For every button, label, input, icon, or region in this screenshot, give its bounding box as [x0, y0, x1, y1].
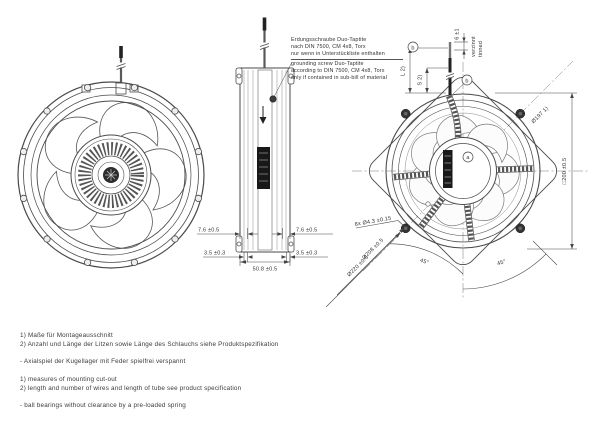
grounding-note-en-2: according to DIN 7500, CM 4x8, Torx: [291, 68, 385, 74]
grounding-note-de-1: Erdungsschraube Duo-Taptite: [291, 37, 367, 43]
grounding-note-de-2: nach DIN 7500, CM 4x8, Torx: [291, 44, 366, 50]
dim-bolt-circle: Ø208 ±0.5: [361, 237, 386, 262]
notes-english: [20, 375, 241, 410]
tinned-label-de: verzinnt: [471, 36, 477, 57]
note-de-1: 1) Maße für Montageausschnitt: [20, 332, 113, 339]
dim-square: □200 ±0.5: [562, 157, 568, 185]
rear-view-hub: [430, 138, 497, 205]
dim-angle-right: 45°: [496, 258, 507, 268]
balloon-b-fan-label: b: [465, 78, 469, 85]
dim-angle-left: 45°: [419, 257, 430, 267]
note-de-3: - Axialspiel der Kugellager mit Feder spielfrei verspannt: [20, 358, 186, 365]
note-en-3: - ball bearings without clearance by a pre-loaded spring: [20, 402, 186, 409]
notes-german: [20, 331, 279, 366]
front-view-lead-wire: [116, 46, 127, 94]
dim-wire-length: L 2): [400, 65, 407, 77]
dim-step-right: 3.5 ±0.3: [296, 250, 318, 257]
front-view-hub: [71, 135, 151, 215]
front-view: [18, 46, 204, 268]
tinned-label-en: tinned: [478, 40, 484, 57]
balloon-b-note-label: b: [411, 45, 415, 52]
note-en-2: 2) length and number of wires and length of tube see product specification: [20, 385, 242, 392]
grounding-note: [291, 37, 403, 82]
side-view-lead-wire: [260, 18, 270, 69]
grounding-note-en-3: only if contained in sub-bill of material: [291, 75, 388, 81]
note-de-2: 2) Anzahl und Länge der Litzen sowie Länge des Schlauchs siehe Produktspezifikation: [20, 341, 279, 348]
balloon-b-note: [408, 42, 418, 52]
side-view-nameplate: [257, 147, 270, 189]
dim-holes: 8x Ø4.3 ±0.15: [354, 215, 392, 228]
balloon-a-label: a: [466, 155, 470, 162]
note-en-1: 1) measures of mounting cut-out: [20, 376, 117, 383]
dim-step-left: 3.5 ±0.3: [204, 250, 226, 257]
dim-depth: 50.8 ±0.5: [252, 266, 278, 273]
grounding-note-en-1: grounding screw Duo-Taptite: [291, 61, 364, 67]
dim-flange-left: 7.6 ±0.5: [198, 227, 220, 234]
dim-tip-length: 6 ±1: [454, 28, 461, 40]
dim-cutout: Ø197 1): [530, 105, 550, 125]
dim-tube-length: S 2): [417, 74, 424, 86]
dim-flange-right: 7.6 ±0.5: [296, 227, 318, 234]
dim-outer-ring: Ø220 ±0.5: [346, 254, 371, 279]
grounding-note-de-3: nur wenn in Unterstückliste enthalten: [291, 51, 403, 60]
